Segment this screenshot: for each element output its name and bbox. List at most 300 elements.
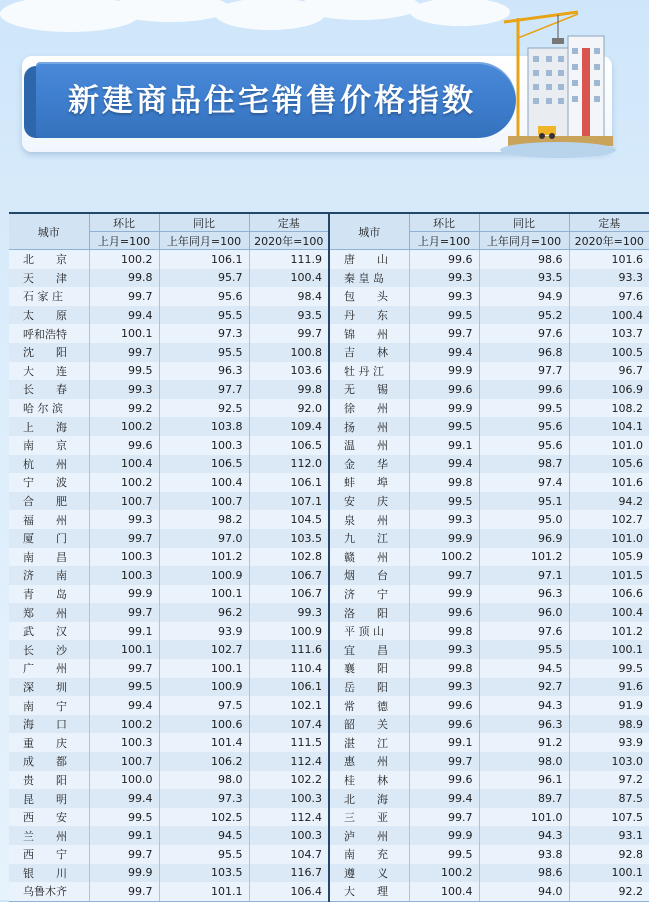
cell-city-left: 南 京: [9, 436, 89, 455]
cell-yoy-left: 100.3: [159, 436, 249, 455]
cell-city-right: 扬 州: [329, 417, 409, 436]
cell-mom-left: 99.1: [89, 622, 159, 641]
cell-base-left: 112.4: [249, 808, 329, 827]
cell-mom-left: 100.1: [89, 324, 159, 343]
cell-city-left: 呼和浩特: [9, 324, 89, 343]
cell-yoy-right: 101.2: [479, 548, 569, 567]
cell-mom-left: 99.9: [89, 864, 159, 883]
cell-base-right: 101.0: [569, 529, 649, 548]
cell-city-left: 北 京: [9, 250, 89, 269]
cell-mom-right: 99.7: [409, 566, 479, 585]
cell-yoy-right: 91.2: [479, 733, 569, 752]
table-row: [9, 864, 649, 883]
cell-city-right: 三 亚: [329, 808, 409, 827]
header-yoy-right: 同比: [479, 213, 569, 232]
cell-mom-right: 100.4: [409, 882, 479, 901]
cell-yoy-left: 100.9: [159, 566, 249, 585]
cell-mom-left: 99.4: [89, 789, 159, 808]
table-body: [9, 250, 649, 902]
cell-base-left: 102.8: [249, 548, 329, 567]
cell-yoy-left: 100.4: [159, 473, 249, 492]
cell-mom-right: 99.6: [409, 771, 479, 790]
cell-base-left: 106.5: [249, 436, 329, 455]
cell-mom-right: 99.1: [409, 436, 479, 455]
cell-yoy-left: 100.7: [159, 492, 249, 511]
cell-mom-left: 99.3: [89, 380, 159, 399]
cell-yoy-right: 93.5: [479, 269, 569, 288]
cell-base-right: 98.9: [569, 715, 649, 734]
cell-mom-right: 99.9: [409, 826, 479, 845]
table-row: [9, 399, 649, 418]
cell-mom-left: 99.7: [89, 529, 159, 548]
cell-base-right: 101.5: [569, 566, 649, 585]
cell-base-left: 111.6: [249, 640, 329, 659]
cell-base-right: 108.2: [569, 399, 649, 418]
cell-city-right: 秦 皇 岛: [329, 269, 409, 288]
cell-mom-right: 99.3: [409, 678, 479, 697]
cell-mom-left: 99.7: [89, 603, 159, 622]
cell-base-left: 99.8: [249, 380, 329, 399]
cell-city-left: 沈 阳: [9, 343, 89, 362]
cell-base-left: 106.1: [249, 473, 329, 492]
cell-base-left: 92.0: [249, 399, 329, 418]
cell-mom-left: 100.2: [89, 473, 159, 492]
cell-base-left: 112.4: [249, 752, 329, 771]
cell-yoy-right: 98.0: [479, 752, 569, 771]
cell-yoy-right: 97.4: [479, 473, 569, 492]
cell-yoy-left: 97.5: [159, 696, 249, 715]
cell-base-left: 103.6: [249, 362, 329, 381]
cell-mom-right: 99.9: [409, 399, 479, 418]
cell-city-left: 郑 州: [9, 603, 89, 622]
cell-base-left: 103.5: [249, 529, 329, 548]
table-row: [9, 640, 649, 659]
cell-base-right: 92.2: [569, 882, 649, 901]
cell-yoy-left: 98.0: [159, 771, 249, 790]
table-row: [9, 566, 649, 585]
cell-base-right: 97.6: [569, 287, 649, 306]
cell-yoy-left: 98.2: [159, 510, 249, 529]
subheader-mom-left: 上月=100: [89, 232, 159, 250]
cell-city-left: 杭 州: [9, 455, 89, 474]
cell-mom-right: 99.6: [409, 603, 479, 622]
cell-city-left: 兰 州: [9, 826, 89, 845]
table-row: [9, 678, 649, 697]
cell-yoy-left: 101.1: [159, 882, 249, 901]
header-mom-right: 环比: [409, 213, 479, 232]
cell-city-left: 昆 明: [9, 789, 89, 808]
cell-base-right: 92.8: [569, 845, 649, 864]
cell-yoy-right: 96.1: [479, 771, 569, 790]
cell-city-left: 广 州: [9, 659, 89, 678]
cell-yoy-left: 97.3: [159, 324, 249, 343]
cell-yoy-right: 92.7: [479, 678, 569, 697]
cell-mom-right: 99.6: [409, 250, 479, 269]
cell-base-right: 102.7: [569, 510, 649, 529]
table-row: [9, 845, 649, 864]
table-row: [9, 826, 649, 845]
cell-yoy-right: 95.2: [479, 306, 569, 325]
cell-city-left: 南 宁: [9, 696, 89, 715]
table-row: [9, 585, 649, 604]
table-row: [9, 696, 649, 715]
cell-mom-left: 99.6: [89, 436, 159, 455]
cell-base-left: 112.0: [249, 455, 329, 474]
table-row: [9, 733, 649, 752]
cell-mom-right: 99.9: [409, 529, 479, 548]
cell-mom-right: 99.7: [409, 752, 479, 771]
table-row: [9, 622, 649, 641]
cell-yoy-left: 95.7: [159, 269, 249, 288]
cell-base-left: 107.1: [249, 492, 329, 511]
cell-mom-right: 99.8: [409, 473, 479, 492]
table-row: [9, 882, 649, 901]
cell-mom-left: 100.2: [89, 250, 159, 269]
cell-yoy-right: 96.0: [479, 603, 569, 622]
table-row: [9, 789, 649, 808]
cell-city-right: 常 德: [329, 696, 409, 715]
cell-city-left: 海 口: [9, 715, 89, 734]
cell-yoy-right: 95.0: [479, 510, 569, 529]
cell-base-right: 100.1: [569, 640, 649, 659]
cell-base-right: 87.5: [569, 789, 649, 808]
cell-base-left: 106.7: [249, 566, 329, 585]
table-row: [9, 324, 649, 343]
cell-base-right: 101.2: [569, 622, 649, 641]
cell-city-right: 岳 阳: [329, 678, 409, 697]
cell-mom-right: 99.3: [409, 640, 479, 659]
table-row: [9, 269, 649, 288]
cell-yoy-left: 100.9: [159, 678, 249, 697]
cell-yoy-left: 95.5: [159, 306, 249, 325]
cell-city-left: 福 州: [9, 510, 89, 529]
cell-city-left: 深 圳: [9, 678, 89, 697]
cell-city-left: 贵 阳: [9, 771, 89, 790]
cell-mom-left: 99.5: [89, 362, 159, 381]
cell-yoy-left: 93.9: [159, 622, 249, 641]
cell-mom-left: 100.4: [89, 455, 159, 474]
cell-base-right: 106.6: [569, 585, 649, 604]
cell-mom-right: 99.5: [409, 845, 479, 864]
cell-base-right: 101.6: [569, 473, 649, 492]
cell-city-right: 牡 丹 江: [329, 362, 409, 381]
cell-yoy-right: 94.3: [479, 696, 569, 715]
cell-yoy-left: 101.2: [159, 548, 249, 567]
cell-city-right: 九 江: [329, 529, 409, 548]
cell-city-right: 唐 山: [329, 250, 409, 269]
cell-mom-left: 99.1: [89, 826, 159, 845]
cell-city-left: 西 宁: [9, 845, 89, 864]
cell-mom-left: 100.2: [89, 417, 159, 436]
cell-yoy-right: 97.7: [479, 362, 569, 381]
table-row: [9, 250, 649, 269]
cell-city-left: 宁 波: [9, 473, 89, 492]
cell-base-right: 103.7: [569, 324, 649, 343]
cell-city-left: 厦 门: [9, 529, 89, 548]
cell-yoy-left: 95.5: [159, 845, 249, 864]
cell-mom-right: 99.3: [409, 287, 479, 306]
table-row: [9, 343, 649, 362]
cell-yoy-left: 102.5: [159, 808, 249, 827]
cell-yoy-right: 96.3: [479, 585, 569, 604]
cell-base-left: 109.4: [249, 417, 329, 436]
construction-crane-illustration: [498, 8, 616, 160]
table-row: [9, 510, 649, 529]
cell-yoy-left: 97.7: [159, 380, 249, 399]
cell-base-right: 100.4: [569, 603, 649, 622]
cell-yoy-right: 94.5: [479, 659, 569, 678]
cell-base-right: 100.1: [569, 864, 649, 883]
cell-yoy-right: 101.0: [479, 808, 569, 827]
cell-mom-left: 99.7: [89, 343, 159, 362]
cell-mom-right: 99.4: [409, 343, 479, 362]
cell-base-left: 106.4: [249, 882, 329, 901]
table-row: [9, 492, 649, 511]
cell-city-left: 成 都: [9, 752, 89, 771]
cell-city-right: 吉 林: [329, 343, 409, 362]
cell-mom-left: 100.2: [89, 715, 159, 734]
cell-mom-left: 99.3: [89, 510, 159, 529]
cell-base-left: 111.9: [249, 250, 329, 269]
cell-yoy-right: 97.6: [479, 622, 569, 641]
price-index-table: [9, 212, 649, 902]
subheader-yoy-right: 上年同月=100: [479, 232, 569, 250]
cell-yoy-right: 89.7: [479, 789, 569, 808]
cell-yoy-right: 95.1: [479, 492, 569, 511]
cell-city-right: 包 头: [329, 287, 409, 306]
cell-city-right: 宜 昌: [329, 640, 409, 659]
cell-city-left: 石 家 庄: [9, 287, 89, 306]
cell-yoy-left: 97.0: [159, 529, 249, 548]
cell-yoy-left: 95.6: [159, 287, 249, 306]
cell-yoy-right: 98.6: [479, 250, 569, 269]
cell-base-right: 94.2: [569, 492, 649, 511]
table-row: [9, 306, 649, 325]
cell-mom-right: 99.7: [409, 808, 479, 827]
cell-yoy-right: 95.6: [479, 417, 569, 436]
cell-mom-left: 100.1: [89, 640, 159, 659]
cell-base-left: 100.9: [249, 622, 329, 641]
price-index-table-container: [9, 212, 644, 900]
cell-base-left: 93.5: [249, 306, 329, 325]
cell-yoy-right: 97.1: [479, 566, 569, 585]
subheader-yoy-left: 上年同月=100: [159, 232, 249, 250]
header-city-right: 城市: [329, 213, 409, 250]
cell-base-left: 100.3: [249, 789, 329, 808]
table-row: [9, 548, 649, 567]
cell-mom-right: 99.8: [409, 659, 479, 678]
cell-base-left: 116.7: [249, 864, 329, 883]
cell-base-left: 102.1: [249, 696, 329, 715]
cell-mom-right: 99.6: [409, 696, 479, 715]
cell-base-left: 99.7: [249, 324, 329, 343]
cell-city-right: 湛 江: [329, 733, 409, 752]
cell-city-right: 泉 州: [329, 510, 409, 529]
cell-yoy-right: 94.3: [479, 826, 569, 845]
cell-mom-right: 100.2: [409, 864, 479, 883]
cell-mom-left: 99.4: [89, 696, 159, 715]
cell-city-right: 南 充: [329, 845, 409, 864]
cell-base-right: 106.9: [569, 380, 649, 399]
cell-city-left: 青 岛: [9, 585, 89, 604]
table-row: [9, 417, 649, 436]
cell-yoy-left: 100.1: [159, 585, 249, 604]
cell-base-right: 101.0: [569, 436, 649, 455]
table-row: [9, 659, 649, 678]
cell-city-right: 温 州: [329, 436, 409, 455]
cell-base-left: 106.7: [249, 585, 329, 604]
cell-mom-right: 99.4: [409, 455, 479, 474]
cell-base-right: 100.4: [569, 306, 649, 325]
cell-city-right: 韶 关: [329, 715, 409, 734]
cell-city-right: 丹 东: [329, 306, 409, 325]
cell-city-right: 烟 台: [329, 566, 409, 585]
cell-mom-right: 100.2: [409, 548, 479, 567]
cell-city-left: 长 沙: [9, 640, 89, 659]
cell-base-right: 100.5: [569, 343, 649, 362]
table-row: [9, 287, 649, 306]
cell-city-left: 长 春: [9, 380, 89, 399]
cell-base-right: 91.9: [569, 696, 649, 715]
cell-city-right: 桂 林: [329, 771, 409, 790]
cell-yoy-left: 106.1: [159, 250, 249, 269]
cell-city-right: 大 理: [329, 882, 409, 901]
cell-yoy-right: 95.5: [479, 640, 569, 659]
cell-mom-right: 99.6: [409, 380, 479, 399]
cell-yoy-right: 98.6: [479, 864, 569, 883]
cell-yoy-right: 95.6: [479, 436, 569, 455]
table-row: [9, 752, 649, 771]
cell-base-right: 103.0: [569, 752, 649, 771]
cell-city-right: 泸 州: [329, 826, 409, 845]
cell-mom-left: 99.8: [89, 269, 159, 288]
cell-mom-right: 99.5: [409, 306, 479, 325]
cell-yoy-left: 92.5: [159, 399, 249, 418]
table-row: [9, 808, 649, 827]
table-row: [9, 436, 649, 455]
cell-base-right: 97.2: [569, 771, 649, 790]
cell-base-right: 96.7: [569, 362, 649, 381]
cell-base-right: 105.9: [569, 548, 649, 567]
cell-base-right: 105.6: [569, 455, 649, 474]
cell-city-left: 南 昌: [9, 548, 89, 567]
cell-city-left: 济 南: [9, 566, 89, 585]
cell-yoy-left: 103.8: [159, 417, 249, 436]
page-title: 新建商品住宅销售价格指数: [68, 83, 476, 119]
cell-mom-left: 100.3: [89, 733, 159, 752]
cell-mom-left: 99.4: [89, 306, 159, 325]
cell-mom-right: 99.9: [409, 362, 479, 381]
cell-mom-right: 99.6: [409, 715, 479, 734]
cell-mom-right: 99.4: [409, 789, 479, 808]
table-row: [9, 529, 649, 548]
cell-mom-left: 99.7: [89, 882, 159, 901]
cell-base-right: 107.5: [569, 808, 649, 827]
cell-base-left: 106.1: [249, 678, 329, 697]
cell-mom-left: 99.9: [89, 585, 159, 604]
cell-yoy-left: 96.3: [159, 362, 249, 381]
cell-mom-left: 99.7: [89, 659, 159, 678]
cell-city-left: 银 川: [9, 864, 89, 883]
cell-mom-left: 99.7: [89, 287, 159, 306]
cell-base-left: 104.7: [249, 845, 329, 864]
header-yoy-left: 同比: [159, 213, 249, 232]
cell-city-right: 济 宁: [329, 585, 409, 604]
cell-yoy-left: 100.1: [159, 659, 249, 678]
cell-city-right: 北 海: [329, 789, 409, 808]
cell-yoy-left: 97.3: [159, 789, 249, 808]
cell-yoy-right: 94.9: [479, 287, 569, 306]
cell-base-right: 104.1: [569, 417, 649, 436]
cell-city-left: 武 汉: [9, 622, 89, 641]
subheader-base-right: 2020年=100: [569, 232, 649, 250]
cell-mom-right: 99.5: [409, 492, 479, 511]
cell-yoy-right: 96.8: [479, 343, 569, 362]
table-row: [9, 715, 649, 734]
cell-base-left: 107.4: [249, 715, 329, 734]
cell-city-left: 哈 尔 滨: [9, 399, 89, 418]
cell-yoy-right: 94.0: [479, 882, 569, 901]
cell-yoy-right: 99.6: [479, 380, 569, 399]
cell-yoy-right: 96.9: [479, 529, 569, 548]
cell-base-left: 100.8: [249, 343, 329, 362]
subheader-base-left: 2020年=100: [249, 232, 329, 250]
cell-mom-left: 100.7: [89, 752, 159, 771]
cell-base-left: 98.4: [249, 287, 329, 306]
cell-mom-right: 99.3: [409, 510, 479, 529]
subheader-mom-right: 上月=100: [409, 232, 479, 250]
cell-base-left: 110.4: [249, 659, 329, 678]
cell-yoy-left: 100.6: [159, 715, 249, 734]
cell-city-right: 遵 义: [329, 864, 409, 883]
cell-mom-left: 99.5: [89, 808, 159, 827]
cell-city-right: 安 庆: [329, 492, 409, 511]
cell-city-left: 重 庆: [9, 733, 89, 752]
table-row: [9, 380, 649, 399]
cell-city-right: 襄 阳: [329, 659, 409, 678]
cell-city-right: 锦 州: [329, 324, 409, 343]
cell-base-right: 99.5: [569, 659, 649, 678]
cell-yoy-right: 93.8: [479, 845, 569, 864]
cell-base-right: 101.6: [569, 250, 649, 269]
cell-yoy-left: 94.5: [159, 826, 249, 845]
cell-yoy-right: 98.7: [479, 455, 569, 474]
cell-city-right: 金 华: [329, 455, 409, 474]
cell-yoy-right: 96.3: [479, 715, 569, 734]
cell-yoy-left: 102.7: [159, 640, 249, 659]
cell-city-left: 太 原: [9, 306, 89, 325]
cell-base-left: 100.3: [249, 826, 329, 845]
cell-city-right: 赣 州: [329, 548, 409, 567]
cell-base-left: 100.4: [249, 269, 329, 288]
cell-mom-right: 99.1: [409, 733, 479, 752]
cell-mom-right: 99.3: [409, 269, 479, 288]
cell-city-right: 惠 州: [329, 752, 409, 771]
header-base-right: 定基: [569, 213, 649, 232]
table-row: [9, 455, 649, 474]
cell-city-left: 西 安: [9, 808, 89, 827]
cell-mom-left: 100.3: [89, 548, 159, 567]
cell-city-left: 大 连: [9, 362, 89, 381]
cell-city-right: 平 顶 山: [329, 622, 409, 641]
cell-base-left: 102.2: [249, 771, 329, 790]
table-row: [9, 473, 649, 492]
cell-base-right: 93.9: [569, 733, 649, 752]
cell-yoy-right: 99.5: [479, 399, 569, 418]
cell-city-left: 上 海: [9, 417, 89, 436]
cell-city-right: 徐 州: [329, 399, 409, 418]
cell-city-right: 蚌 埠: [329, 473, 409, 492]
